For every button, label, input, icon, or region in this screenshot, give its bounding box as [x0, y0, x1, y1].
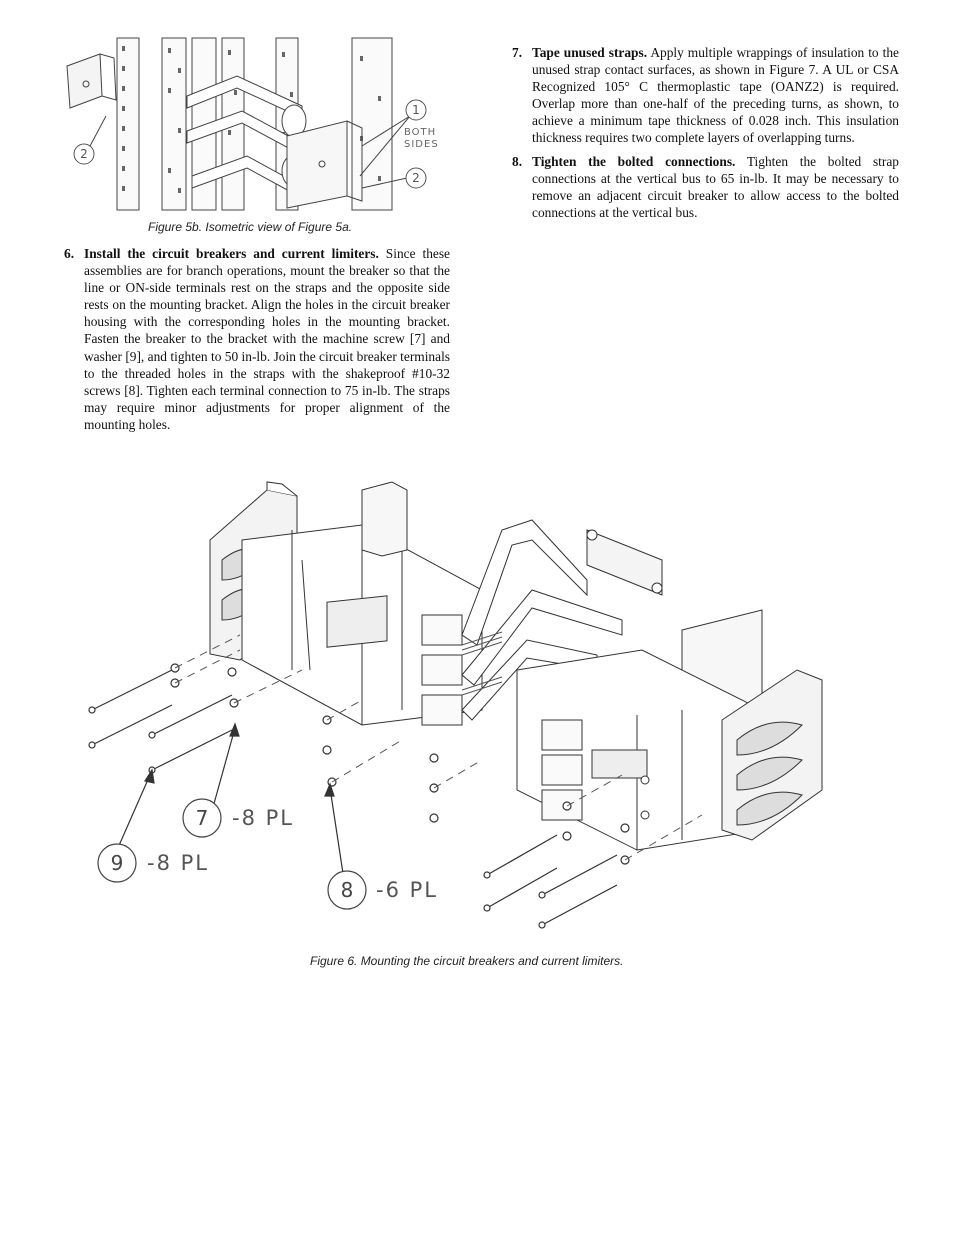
callout-9-number: 9 — [110, 851, 124, 875]
left-column — [64, 245, 450, 439]
step-number: 8. — [512, 153, 523, 169]
step-body: Tighten the bolted strap connections at the vertical bus to 65 in-lb. It may be necessary to remove an adjacent circuit breaker to allow access to the bolted connections at the vertical bus. — [532, 153, 899, 220]
step-body: Apply multiple wrappings of insulation to the unused strap contact surfaces, as shown in Figure 7. A UL or CSA Recognized 105° C thermoplastic tape (OANZ2) is required. Overlap more than one-half of the preceding turns, as shown, to achieve a minimum tape thickness of 0.028 inch. This insulation thickness requires two complete layers of overlapping turns. — [532, 45, 899, 146]
figure-5b-isometric-drawing — [62, 36, 452, 216]
step-number: 6. — [64, 246, 75, 261]
figure-6-caption: Figure 6. Mounting the circuit breakers and current limiters. — [310, 954, 624, 968]
callout-2-left: 2 — [80, 147, 88, 161]
callout-7-number: 7 — [195, 806, 209, 830]
callout-1-right: 1 — [412, 103, 420, 117]
callout-7-qty: -8 PL — [232, 806, 294, 830]
step-number: 7. — [512, 45, 523, 60]
figure-6-exploded-assembly-drawing — [62, 470, 842, 950]
callout-2-right: 2 — [412, 171, 420, 185]
step-title: Tape unused straps. — [532, 45, 648, 60]
step-8 — [512, 153, 899, 221]
figure-5b-caption: Figure 5b. Isometric view of Figure 5a. — [148, 220, 353, 234]
callout-8-number: 8 — [340, 878, 354, 902]
step-7 — [512, 44, 899, 147]
step-title: Install the circuit breakers and current limiters. — [84, 246, 379, 261]
step-body: Since these assemblies are for branch operations, mount the breaker so that the line or ON-side terminals rest on the straps and the opposite side rests on the mounting bracket. Align the holes in the circuit breaker housing with the corresponding holes in the mounting bracket. Fasten the breaker to the bracket with the machine screw [7] and washer [9], and tighten to 50 in-lb. Join the circuit breaker terminals to the threaded holes in the straps with the shakeproof #10-32 screws [8]. Tighten each terminal connection to 75 in-lb. The straps may require minor adjustments for proper alignment of the mounting holes. — [84, 246, 450, 432]
note-both: BOTH — [404, 127, 437, 138]
callout-8-qty: -6 PL — [376, 878, 438, 902]
right-column — [512, 44, 899, 227]
callout-9-qty: -8 PL — [147, 851, 209, 875]
note-sides: SIDES — [404, 139, 439, 150]
step-title: Tighten the bolted connections. — [532, 153, 736, 169]
step-6 — [64, 245, 450, 433]
